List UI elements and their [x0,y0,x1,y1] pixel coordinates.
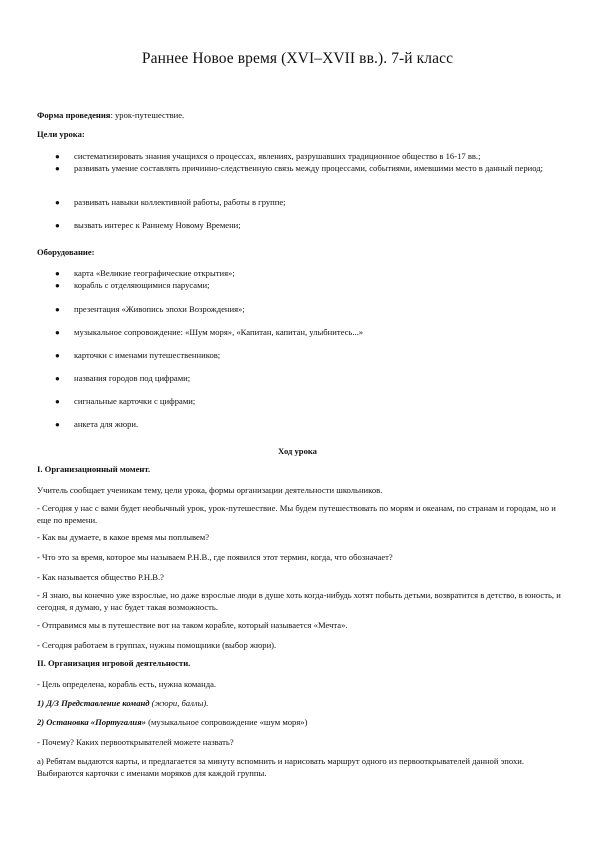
bullet-icon: ● [55,397,60,406]
page-title: Раннее Новое время (XVI–XVII вв.). 7-й класс [141,50,454,67]
bullet-icon: ● [55,152,60,161]
goal-item: систематизировать знания учащихся о процессах, явлениях, разрушавших традиционное общество в 16-17 вв.; [74,151,481,161]
paragraph: а) Ребятам выдаются карты, и предлагается за минуту вспомнить и нарисовать маршрут одного из первооткрывателей данной эпохи. Выбираются карточки с именами моряков для каждой группы. [37,756,525,778]
bullet-icon: ● [55,351,60,360]
bullet-icon: ● [55,328,60,337]
paragraph: - Что это за время, которое мы называем Р.Н.В., где появился этот термин, когда, что обозначает? [37,552,393,562]
stage-line [37,698,562,710]
bullet-icon: ● [55,420,60,429]
paragraph: - Как вы думаете, в какое время мы поплывем? [37,532,210,542]
paragraph: - Я знаю, вы конечно уже взрослые, но даже взрослые люди в душе хоть когда-нибудь хотят побыть детьми, возвратится в детство, в юность, и сегодня, я думаю, у нас будет такая возможность. [37,590,561,612]
bullet-icon: ● [55,198,60,207]
equipment-item: презентация «Живопись эпохи Возрождения»; [74,304,245,314]
paragraph: - Почему? Каких первооткрывателей можете назвать? [37,737,234,747]
bullet-icon: ● [55,305,60,314]
paragraph: - Цель определена, корабль есть, нужна команда. [37,679,217,689]
goals-heading: Цели урока: [37,129,85,139]
paragraph: - Сегодня работаем в группах, нужны помощники (выбор жюри). [37,640,277,650]
goal-item: развивать навыки коллективной работы, работы в группе; [74,197,286,207]
goal-item: вызвать интерес к Раннему Новому Времени; [74,220,241,230]
section-heading: II. Организация игровой деятельности. [37,658,191,668]
paragraph: - Как называется общество Р.Н.В.? [37,572,164,582]
bullet-icon: ● [55,221,60,230]
paragraph: Учитель сообщает ученикам тему, цели урока, формы организации деятельности школьников. [37,485,383,495]
equipment-item: карта «Великие географические открытия»; [74,268,235,278]
stage-line [37,717,562,729]
equipment-heading: Оборудование: [37,247,95,257]
equipment-item: карточки с именами путешественников; [74,350,221,360]
bullet-icon: ● [55,281,60,290]
equipment-item: музыкальное сопровождение: «Шум моря», «Капитан, капитан, улыбнитесь...» [74,327,364,337]
equipment-item: названия городов под цифрами; [74,373,191,383]
stage-note: (жюри, баллы). [149,698,209,708]
equipment-item: сигнальные карточки с цифрами; [74,396,196,406]
stage-note: (музыкальное сопровождение «шум моря») [145,717,308,727]
stage-title: 2) Остановка «Португалия» [37,717,146,727]
paragraph: - Сегодня у нас с вами будет необычный урок, урок-путешествие. Мы будем путешествовать по морям и океанам, по странам и городам, но и еще по времени. [37,503,556,525]
bullet-icon: ● [55,269,60,278]
paragraph: - Отправимся мы в путешествие вот на таком корабле, который называется «Мечта». [37,620,348,630]
stage-title: 1) Д/З Представление команд [37,698,150,708]
lesson-course-heading: Ход урока [278,446,317,456]
bullet-icon: ● [55,164,60,173]
bullet-icon: ● [55,374,60,383]
equipment-item: анкета для жюри. [74,419,139,429]
section-heading: I. Организационный момент. [37,464,151,474]
form-label: Форма проведения [37,110,111,120]
form-line [37,110,562,122]
goal-item: развивать умение составлять причинно-следственную связь между процессами, событиями, имевшими место в данный период; [74,163,544,173]
form-value: : урок-путешествие. [110,110,185,120]
equipment-item: корабль с отделяющимися парусами; [74,280,210,290]
